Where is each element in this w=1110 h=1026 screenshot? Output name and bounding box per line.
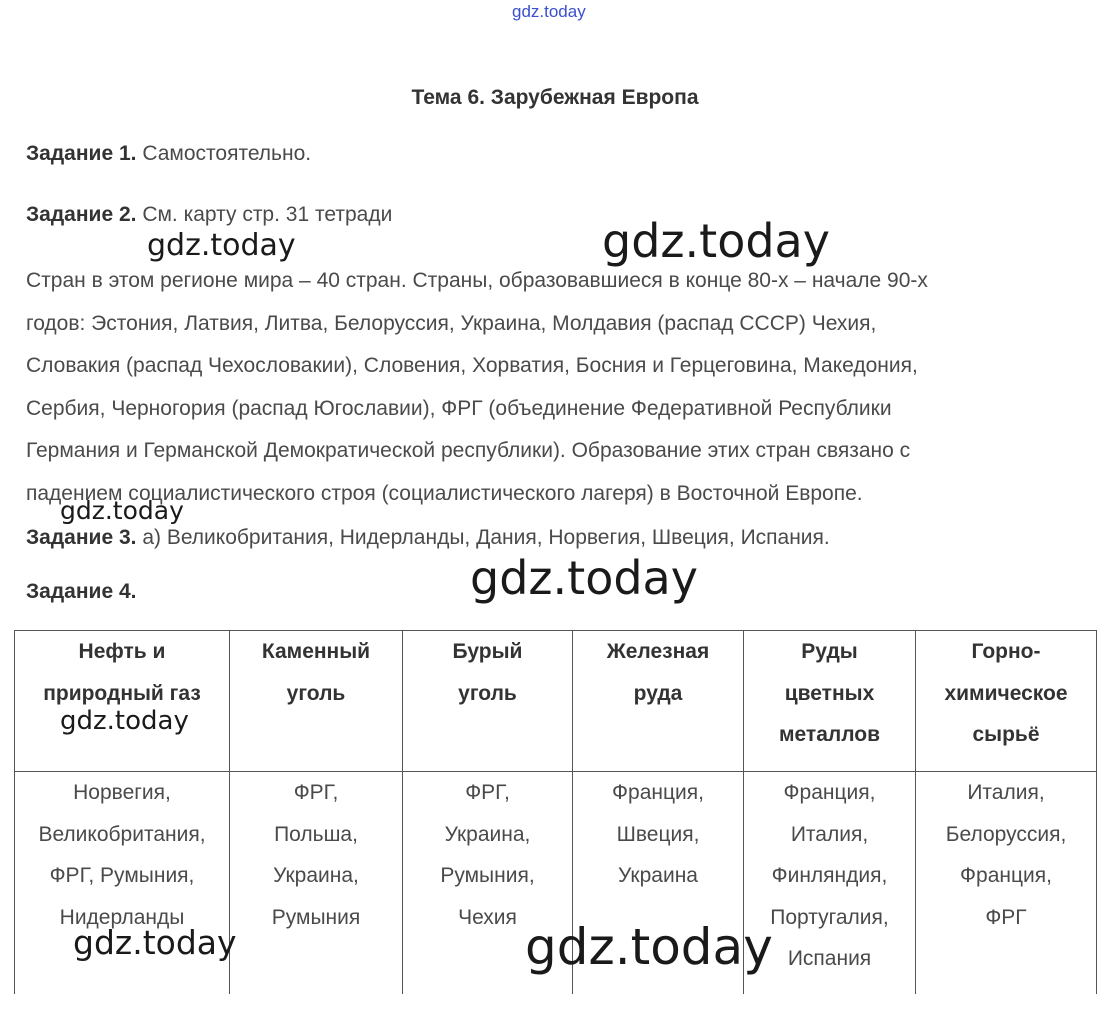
answer-line: Германия и Германской Демократической республики). Образование этих стран связано с xyxy=(26,439,911,462)
watermark: gdz.today xyxy=(60,496,184,525)
cell-iron-ore: Франция, Швеция, Украина xyxy=(573,772,744,995)
page-title: Тема 6. Зарубежная Европа xyxy=(411,86,699,109)
table-header-row xyxy=(15,631,1097,772)
task-1 xyxy=(26,142,311,166)
header-brown-coal: Бурый уголь xyxy=(403,631,573,772)
header-mining-chemical: Горно- химическое сырьё xyxy=(916,631,1097,772)
task-2-text: См. карту стр. 31 тетради xyxy=(142,203,393,226)
header-watermark: gdz.today xyxy=(512,2,586,21)
task-4-label: Задание 4. xyxy=(26,580,137,603)
task-3-label: Задание 3. xyxy=(26,526,137,549)
watermark: gdz.today xyxy=(602,214,830,268)
watermark: gdz.today xyxy=(470,551,698,605)
header-iron-ore: Железная руда xyxy=(573,631,744,772)
header-nonferrous-ores: Руды цветных металлов xyxy=(744,631,916,772)
task-2-answer xyxy=(26,260,1086,515)
cell-oil-gas: Норвегия, Великобритания, ФРГ, Румыния, Нидерланды xyxy=(15,772,230,995)
watermark: gdz.today xyxy=(147,228,296,263)
watermark: gdz.today xyxy=(525,918,773,976)
task-3-text: а) Великобритания, Нидерланды, Дания, Норвегия, Швеция, Испания. xyxy=(142,526,830,549)
answer-line: Сербия, Черногория (распад Югославии), ФРГ (объединение Федеративной Республики xyxy=(26,396,892,420)
answer-line: годов: Эстония, Латвия, Литва, Белоруссия, Украина, Молдавия (распад СССР) Чехия, xyxy=(26,311,877,335)
cell-coal: ФРГ, Польша, Украина, Румыния xyxy=(230,772,403,995)
task-1-text: Самостоятельно. xyxy=(142,142,312,165)
task-3 xyxy=(26,526,830,550)
header-oil-gas: Нефть и природный газ xyxy=(15,631,230,772)
task-2 xyxy=(26,203,392,227)
task-1-label: Задание 1. xyxy=(26,142,137,165)
task-2-label: Задание 2. xyxy=(26,203,137,226)
cell-brown-coal: ФРГ, Украина, Румыния, Чехия xyxy=(403,772,573,995)
answer-line: Словакия (распад Чехословакии), Словения, Хорватия, Босния и Герцеговина, Македония, xyxy=(26,354,918,377)
answer-line: Стран в этом регионе мира – 40 стран. Страны, образовавшиеся в конце 80-х – начале 90-х xyxy=(26,269,928,292)
cell-mining-chemical: Италия, Белоруссия, Франция, ФРГ xyxy=(916,772,1097,995)
header-coal: Каменный уголь xyxy=(230,631,403,772)
watermark: gdz.today xyxy=(60,706,189,736)
answer-line: падением социалистического строя (социалистического лагеря) в Восточной Европе. xyxy=(26,481,863,505)
watermark: gdz.today xyxy=(73,923,237,962)
cell-nonferrous-ores: Франция, Италия, Финляндия, Португалия, Испания xyxy=(744,772,916,995)
task-4 xyxy=(26,580,136,604)
